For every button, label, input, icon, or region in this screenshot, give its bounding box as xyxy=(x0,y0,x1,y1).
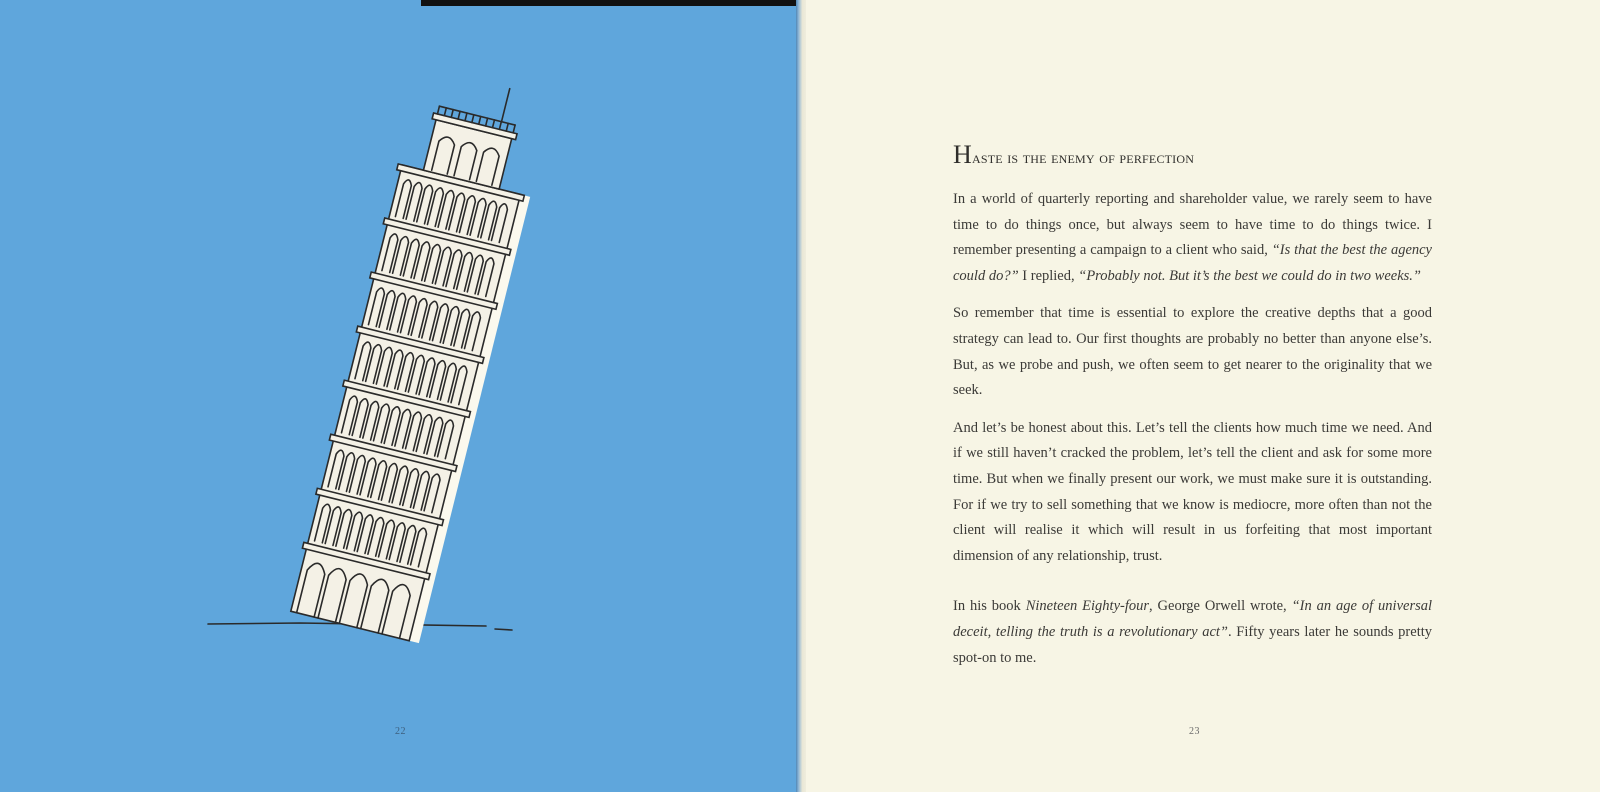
flag-pole xyxy=(502,89,510,122)
railing-post xyxy=(465,113,467,121)
leaning-tower-illustration xyxy=(0,0,798,792)
railing-post xyxy=(506,123,508,131)
paragraph-4: In his book Nineteen Eighty-four, George Orwell wrote, “In an age of universal deceit, telling the truth is a revolutionary act”. Fifty years later he sounds pretty spot-on to me. xyxy=(953,598,1433,666)
railing-post xyxy=(437,106,439,114)
railing-post xyxy=(458,111,460,119)
railing-post xyxy=(493,120,495,128)
paragraph-2: So remember that time is essential to explore the creative depths that a good strategy can lead to. Our first thoughts are probably no better than anyone else’s. But, as we probe and push, we often seem to get nearer to the originality that we seek. xyxy=(953,305,1432,399)
paragraph-3: And let’s be honest about this. Let’s tell the clients how much time we need. And if we still haven’t cracked the problem, let’s tell the client and ask for some more time. But when we finally present our work, we must make sure it is outstanding. For if we try to sell something that we know is mediocre, more often than not the client will realise it which will result in us forfeiting that most important dimension of any relationship, trust. xyxy=(953,419,1432,564)
page-heading: Haste is the enemy of perfection xyxy=(953,140,1195,169)
railing-post xyxy=(479,116,481,124)
railing-post xyxy=(472,115,474,123)
railing-post xyxy=(513,125,515,133)
left-page xyxy=(0,0,798,792)
text-block xyxy=(953,140,1432,683)
paragraph-1: In a world of quarterly reporting and shareholder value, we rarely seem to have time to do things once, but always seem to have time to do things twice. I remember presenting a campaign to a client who said, “Is that the best the agency could do?” I replied, “Probably not. But it’s the best we could do in two weeks.” xyxy=(953,191,1432,284)
tower-body xyxy=(287,67,554,643)
tower-drawing xyxy=(208,67,554,643)
railing-post xyxy=(486,118,488,126)
railing-post xyxy=(451,110,453,118)
page-number-left: 22 xyxy=(395,726,406,737)
page-number-right: 23 xyxy=(1189,726,1200,737)
railing-post xyxy=(444,108,446,116)
railing-post xyxy=(499,122,501,130)
